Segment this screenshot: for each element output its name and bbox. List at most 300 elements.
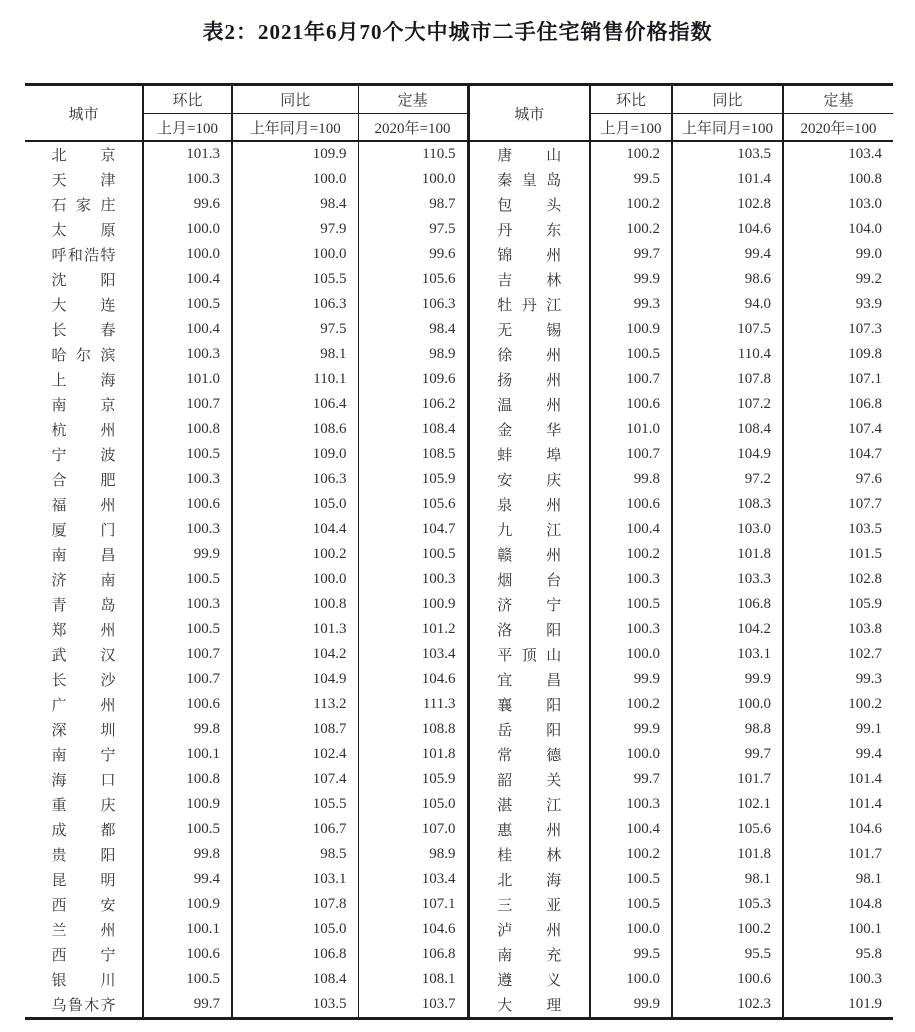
city-cell-left	[25, 792, 143, 817]
city-cell-right	[468, 967, 590, 992]
fixedbase-cell-left: 109.6	[358, 367, 468, 392]
mom-cell-right: 100.0	[590, 917, 672, 942]
fixedbase-cell-right: 107.4	[848, 421, 882, 437]
city-name: 重庆	[51, 798, 116, 814]
city-name: 武汉	[51, 648, 116, 664]
header-fixedbase-base-left: 2020年=100	[358, 114, 468, 142]
mom-cell-left: 100.7	[143, 642, 232, 667]
city-name: 温州	[497, 398, 562, 414]
table-row	[25, 692, 893, 717]
yoy-cell-left: 100.0	[232, 242, 358, 267]
page-title: 表2：2021年6月70个大中城市二手住宅销售价格指数	[202, 20, 713, 44]
city-name: 青岛	[51, 598, 116, 614]
city-name: 惠州	[497, 823, 562, 839]
mom-cell-right: 99.7	[590, 242, 672, 267]
fixedbase-cell-right: 103.4	[848, 146, 882, 162]
yoy-cell-right: 107.8	[672, 367, 783, 392]
fixedbase-cell-right: 99.4	[855, 746, 882, 762]
city-cell-right	[468, 517, 590, 542]
header-mom-base-right: 上月=100	[590, 114, 672, 142]
yoy-cell-left: 98.4	[232, 192, 358, 217]
yoy-cell-right: 104.6	[672, 217, 783, 242]
city-name: 丹东	[497, 223, 562, 239]
mom-cell-left: 99.9	[143, 542, 232, 567]
city-cell-left	[25, 867, 143, 892]
city-name: 吉林	[497, 273, 562, 289]
mom-cell-right: 99.5	[590, 942, 672, 967]
yoy-cell-right: 101.8	[672, 842, 783, 867]
yoy-cell-right: 100.2	[672, 917, 783, 942]
city-name: 大连	[51, 298, 116, 314]
city-cell-right	[468, 917, 590, 942]
city-name: 三亚	[497, 898, 562, 914]
city-name: 石家庄	[51, 198, 116, 214]
city-name: 郑州	[51, 623, 116, 639]
city-cell-left	[25, 892, 143, 917]
fixedbase-cell-left: 100.0	[358, 167, 468, 192]
fixedbase-cell-right: 101.4	[848, 771, 882, 787]
yoy-cell-right: 107.2	[672, 392, 783, 417]
city-name: 金华	[497, 423, 562, 439]
table-row	[25, 167, 893, 192]
mom-cell-left: 100.5	[143, 617, 232, 642]
city-name: 太原	[51, 223, 116, 239]
city-name: 无锡	[497, 323, 562, 339]
city-name: 襄阳	[497, 698, 562, 714]
city-cell-left	[25, 917, 143, 942]
city-cell-left	[25, 767, 143, 792]
city-name: 呼和浩特	[51, 248, 116, 264]
city-cell-left	[25, 967, 143, 992]
city-cell-left	[25, 242, 143, 267]
city-name: 泸州	[497, 923, 562, 939]
fixedbase-cell-left: 103.7	[358, 992, 468, 1019]
city-name: 湛江	[497, 798, 562, 814]
mom-cell-right: 100.5	[590, 342, 672, 367]
fixedbase-cell-left: 98.7	[358, 192, 468, 217]
city-name: 昆明	[51, 873, 116, 889]
yoy-cell-right: 103.0	[672, 517, 783, 542]
yoy-cell-left: 104.9	[232, 667, 358, 692]
mom-cell-left: 100.5	[143, 567, 232, 592]
fixedbase-cell-right: 102.7	[848, 646, 882, 662]
city-name: 济南	[51, 573, 116, 589]
fixedbase-cell-left: 108.4	[358, 417, 468, 442]
mom-cell-right: 100.9	[590, 317, 672, 342]
table-row	[25, 792, 893, 817]
city-name: 天津	[51, 173, 116, 189]
mom-cell-left: 100.9	[143, 892, 232, 917]
table-row	[25, 942, 893, 967]
yoy-cell-left: 101.3	[232, 617, 358, 642]
fixedbase-cell-right: 95.8	[855, 946, 882, 962]
mom-cell-left: 100.9	[143, 792, 232, 817]
table-row	[25, 392, 893, 417]
fixedbase-cell-left: 111.3	[358, 692, 468, 717]
fixedbase-cell-right: 104.8	[848, 896, 882, 912]
mom-cell-right: 99.5	[590, 167, 672, 192]
city-name: 长沙	[51, 673, 116, 689]
mom-cell-left: 100.4	[143, 267, 232, 292]
mom-cell-right: 100.4	[590, 817, 672, 842]
table-row	[25, 817, 893, 842]
city-cell-right	[468, 742, 590, 767]
fixedbase-cell-left: 101.8	[358, 742, 468, 767]
table-row	[25, 767, 893, 792]
city-cell-right	[468, 617, 590, 642]
city-cell-right	[468, 717, 590, 742]
fixedbase-cell-right: 101.7	[848, 846, 882, 862]
mom-cell-right: 100.2	[590, 217, 672, 242]
mom-cell-right: 99.9	[590, 717, 672, 742]
table-row	[25, 267, 893, 292]
city-name: 南京	[51, 398, 116, 414]
city-name: 南昌	[51, 548, 116, 564]
header-row-top	[25, 85, 893, 114]
fixedbase-cell-right: 99.3	[855, 671, 882, 687]
yoy-cell-left: 106.3	[232, 467, 358, 492]
mom-cell-right: 100.6	[590, 492, 672, 517]
fixedbase-cell-left: 104.6	[358, 667, 468, 692]
mom-cell-left: 100.7	[143, 392, 232, 417]
fixedbase-cell-right: 101.5	[848, 546, 882, 562]
fixedbase-cell-right: 101.9	[848, 996, 882, 1012]
city-cell-left	[25, 617, 143, 642]
fixedbase-cell-left: 100.9	[358, 592, 468, 617]
city-name: 岳阳	[497, 723, 562, 739]
table-row	[25, 967, 893, 992]
city-name: 济宁	[497, 598, 562, 614]
header-fixedbase-right: 定基	[783, 85, 893, 114]
mom-cell-right: 99.3	[590, 292, 672, 317]
yoy-cell-left: 103.1	[232, 867, 358, 892]
mom-cell-right: 100.0	[590, 742, 672, 767]
city-name: 洛阳	[497, 623, 562, 639]
fixedbase-cell-left: 105.9	[358, 767, 468, 792]
table-row	[25, 141, 893, 167]
fixedbase-cell-left: 99.6	[358, 242, 468, 267]
fixedbase-cell-right: 99.1	[855, 721, 882, 737]
city-cell-left	[25, 217, 143, 242]
mom-cell-right: 99.9	[590, 992, 672, 1019]
yoy-cell-left: 105.5	[232, 792, 358, 817]
table-row	[25, 667, 893, 692]
city-cell-right	[468, 642, 590, 667]
table-row	[25, 367, 893, 392]
city-name: 银川	[51, 973, 116, 989]
city-cell-right	[468, 442, 590, 467]
yoy-cell-left: 104.2	[232, 642, 358, 667]
table-row	[25, 417, 893, 442]
city-cell-left	[25, 141, 143, 167]
city-name: 西宁	[51, 948, 116, 964]
mom-cell-right: 100.4	[590, 517, 672, 542]
fixedbase-cell-right: 103.8	[848, 621, 882, 637]
city-cell-right	[468, 892, 590, 917]
mom-cell-right: 100.5	[590, 592, 672, 617]
table-row	[25, 742, 893, 767]
city-name: 乌鲁木齐	[51, 998, 116, 1014]
city-name: 大理	[497, 998, 562, 1014]
fixedbase-cell-right: 107.3	[848, 321, 882, 337]
table-row	[25, 467, 893, 492]
yoy-cell-right: 99.7	[672, 742, 783, 767]
yoy-cell-left: 105.5	[232, 267, 358, 292]
city-name: 徐州	[497, 348, 562, 364]
yoy-cell-right: 105.6	[672, 817, 783, 842]
city-cell-right	[468, 392, 590, 417]
mom-cell-right: 100.7	[590, 367, 672, 392]
city-name: 合肥	[51, 473, 116, 489]
mom-cell-right: 100.3	[590, 567, 672, 592]
yoy-cell-left: 102.4	[232, 742, 358, 767]
yoy-cell-left: 98.1	[232, 342, 358, 367]
fixedbase-cell-left: 107.0	[358, 817, 468, 842]
city-name: 沈阳	[51, 273, 116, 289]
fixedbase-cell-left: 107.1	[358, 892, 468, 917]
city-name: 厦门	[51, 523, 116, 539]
yoy-cell-right: 103.3	[672, 567, 783, 592]
fixedbase-cell-left: 105.6	[358, 267, 468, 292]
yoy-cell-right: 101.8	[672, 542, 783, 567]
fixedbase-cell-left: 98.9	[358, 342, 468, 367]
mom-cell-left: 100.0	[143, 217, 232, 242]
city-cell-left	[25, 267, 143, 292]
mom-cell-left: 100.3	[143, 342, 232, 367]
fixedbase-cell-left: 104.7	[358, 517, 468, 542]
yoy-cell-right: 103.1	[672, 642, 783, 667]
city-name: 北京	[51, 148, 116, 164]
city-name: 杭州	[51, 423, 116, 439]
yoy-cell-right: 98.6	[672, 267, 783, 292]
city-name: 泉州	[497, 498, 562, 514]
mom-cell-right: 100.7	[590, 442, 672, 467]
city-cell-left	[25, 392, 143, 417]
table-row	[25, 717, 893, 742]
table-row	[25, 642, 893, 667]
table-row	[25, 442, 893, 467]
fixedbase-cell-right: 109.8	[848, 346, 882, 362]
city-cell-right	[468, 467, 590, 492]
fixedbase-cell-left: 98.4	[358, 317, 468, 342]
city-cell-right	[468, 567, 590, 592]
yoy-cell-right: 101.4	[672, 167, 783, 192]
city-name: 包头	[497, 198, 562, 214]
fixedbase-cell-left: 100.3	[358, 567, 468, 592]
city-cell-right	[468, 492, 590, 517]
yoy-cell-left: 107.4	[232, 767, 358, 792]
city-cell-left	[25, 817, 143, 842]
mom-cell-right: 100.3	[590, 792, 672, 817]
yoy-cell-left: 108.4	[232, 967, 358, 992]
city-name: 唐山	[497, 148, 562, 164]
fixedbase-cell-left: 106.3	[358, 292, 468, 317]
yoy-cell-left: 110.1	[232, 367, 358, 392]
yoy-cell-left: 106.8	[232, 942, 358, 967]
city-cell-left	[25, 692, 143, 717]
fixedbase-cell-left: 104.6	[358, 917, 468, 942]
yoy-cell-left: 108.6	[232, 417, 358, 442]
yoy-cell-right: 110.4	[672, 342, 783, 367]
fixedbase-cell-right: 99.2	[855, 271, 882, 287]
city-name: 常德	[497, 748, 562, 764]
mom-cell-left: 100.6	[143, 492, 232, 517]
city-cell-left	[25, 442, 143, 467]
city-cell-left	[25, 367, 143, 392]
city-cell-right	[468, 867, 590, 892]
header-mom-left: 环比	[143, 85, 232, 114]
fixedbase-cell-left: 110.5	[358, 141, 468, 167]
city-cell-left	[25, 942, 143, 967]
mom-cell-left: 99.8	[143, 717, 232, 742]
fixedbase-cell-left: 101.2	[358, 617, 468, 642]
mom-cell-left: 100.5	[143, 817, 232, 842]
mom-cell-left: 100.6	[143, 942, 232, 967]
fixedbase-cell-left: 97.5	[358, 217, 468, 242]
city-name: 上海	[51, 373, 116, 389]
yoy-cell-right: 94.0	[672, 292, 783, 317]
yoy-cell-left: 109.9	[232, 141, 358, 167]
yoy-cell-right: 102.3	[672, 992, 783, 1019]
mom-cell-right: 100.6	[590, 392, 672, 417]
table-row	[25, 842, 893, 867]
fixedbase-cell-right: 102.8	[848, 571, 882, 587]
mom-cell-left: 100.6	[143, 692, 232, 717]
city-cell-left	[25, 542, 143, 567]
header-fixedbase-base-right: 2020年=100	[783, 114, 893, 142]
yoy-cell-left: 107.8	[232, 892, 358, 917]
city-cell-left	[25, 342, 143, 367]
header-yoy-left: 同比	[232, 85, 358, 114]
header-row-base	[25, 114, 893, 142]
fixedbase-cell-left: 108.1	[358, 967, 468, 992]
fixedbase-cell-right: 100.8	[848, 171, 882, 187]
fixedbase-cell-right: 104.7	[848, 446, 882, 462]
table-row	[25, 867, 893, 892]
mom-cell-right: 100.3	[590, 617, 672, 642]
mom-cell-right: 99.9	[590, 267, 672, 292]
mom-cell-right: 100.0	[590, 642, 672, 667]
yoy-cell-right: 100.0	[672, 692, 783, 717]
city-cell-right	[468, 417, 590, 442]
mom-cell-left: 99.6	[143, 192, 232, 217]
city-cell-right	[468, 667, 590, 692]
yoy-cell-left: 113.2	[232, 692, 358, 717]
yoy-cell-left: 97.5	[232, 317, 358, 342]
yoy-cell-left: 100.0	[232, 167, 358, 192]
city-cell-left	[25, 192, 143, 217]
city-cell-right	[468, 817, 590, 842]
city-name: 遵义	[497, 973, 562, 989]
yoy-cell-right: 101.7	[672, 767, 783, 792]
city-cell-right	[468, 292, 590, 317]
city-cell-left	[25, 467, 143, 492]
table-row	[25, 542, 893, 567]
mom-cell-left: 100.0	[143, 242, 232, 267]
mom-cell-left: 100.3	[143, 592, 232, 617]
yoy-cell-left: 100.0	[232, 567, 358, 592]
yoy-cell-left: 103.5	[232, 992, 358, 1019]
yoy-cell-left: 97.9	[232, 217, 358, 242]
fixedbase-cell-right: 100.1	[848, 921, 882, 937]
city-name: 牡丹江	[497, 298, 562, 314]
table-row	[25, 217, 893, 242]
mom-cell-right: 99.8	[590, 467, 672, 492]
city-name: 福州	[51, 498, 116, 514]
yoy-cell-left: 105.0	[232, 917, 358, 942]
city-cell-left	[25, 417, 143, 442]
mom-cell-left: 100.8	[143, 767, 232, 792]
city-cell-right	[468, 792, 590, 817]
header-fixedbase-left: 定基	[358, 85, 468, 114]
yoy-cell-left: 109.0	[232, 442, 358, 467]
city-name: 兰州	[51, 923, 116, 939]
mom-cell-left: 100.5	[143, 967, 232, 992]
yoy-cell-right: 103.5	[672, 141, 783, 167]
city-name: 韶关	[497, 773, 562, 789]
yoy-cell-left: 106.4	[232, 392, 358, 417]
table-row	[25, 342, 893, 367]
mom-cell-left: 99.4	[143, 867, 232, 892]
city-name: 蚌埠	[497, 448, 562, 464]
mom-cell-right: 99.9	[590, 667, 672, 692]
city-name: 广州	[51, 698, 116, 714]
city-name: 贵阳	[51, 848, 116, 864]
fixedbase-cell-left: 106.2	[358, 392, 468, 417]
fixedbase-cell-right: 107.1	[848, 371, 882, 387]
city-cell-right	[468, 267, 590, 292]
yoy-cell-left: 98.5	[232, 842, 358, 867]
table-row	[25, 567, 893, 592]
yoy-cell-right: 104.9	[672, 442, 783, 467]
city-name: 烟台	[497, 573, 562, 589]
city-cell-right	[468, 242, 590, 267]
header-yoy-right: 同比	[672, 85, 783, 114]
yoy-cell-right: 106.8	[672, 592, 783, 617]
fixedbase-cell-right: 101.4	[848, 796, 882, 812]
city-name: 安庆	[497, 473, 562, 489]
yoy-cell-right: 102.8	[672, 192, 783, 217]
city-cell-left	[25, 492, 143, 517]
mom-cell-right: 100.5	[590, 892, 672, 917]
city-cell-left	[25, 317, 143, 342]
fixedbase-cell-left: 98.9	[358, 842, 468, 867]
mom-cell-right: 100.0	[590, 967, 672, 992]
city-cell-left	[25, 592, 143, 617]
fixedbase-cell-left: 105.0	[358, 792, 468, 817]
fixedbase-cell-right: 93.9	[855, 296, 882, 312]
header-yoy-base-right: 上年同月=100	[672, 114, 783, 142]
fixedbase-cell-left: 100.5	[358, 542, 468, 567]
city-cell-right	[468, 217, 590, 242]
mom-cell-left: 99.7	[143, 992, 232, 1019]
mom-cell-right: 100.5	[590, 867, 672, 892]
mom-cell-right: 101.0	[590, 417, 672, 442]
yoy-cell-right: 105.3	[672, 892, 783, 917]
mom-cell-right: 100.2	[590, 842, 672, 867]
mom-cell-left: 100.3	[143, 517, 232, 542]
city-cell-right	[468, 842, 590, 867]
yoy-cell-right: 95.5	[672, 942, 783, 967]
city-cell-right	[468, 141, 590, 167]
mom-cell-left: 100.7	[143, 667, 232, 692]
mom-cell-left: 100.4	[143, 317, 232, 342]
city-name: 宁波	[51, 448, 116, 464]
city-name: 西安	[51, 898, 116, 914]
city-name: 宜昌	[497, 673, 562, 689]
city-name: 深圳	[51, 723, 116, 739]
table-row	[25, 617, 893, 642]
